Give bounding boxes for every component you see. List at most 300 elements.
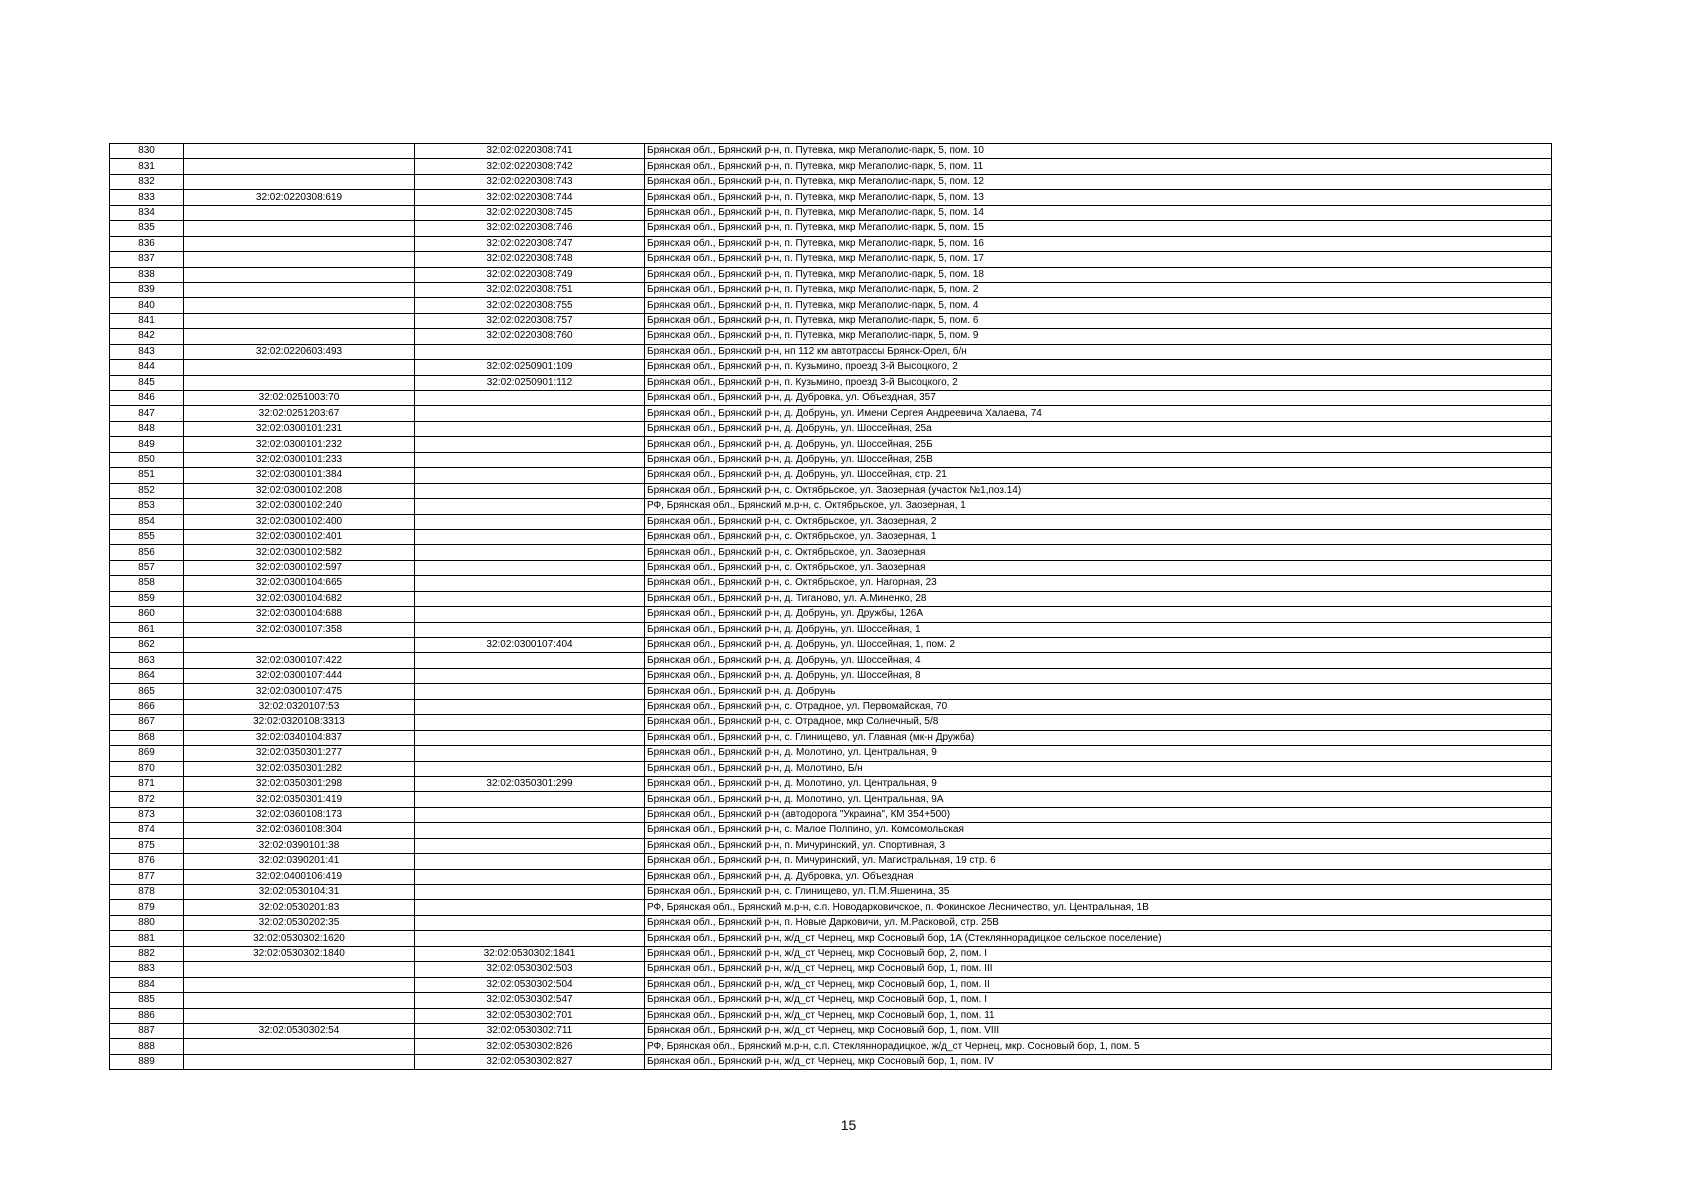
address-cell: Брянская обл., Брянский р-н, с. Октябрьское, ул. Заозерная, 1	[645, 529, 1552, 544]
object-cadastral-cell	[415, 931, 645, 946]
row-number-cell: 837	[110, 252, 184, 267]
object-cadastral-cell: 32:02:0220308:747	[415, 236, 645, 251]
row-number-cell: 848	[110, 421, 184, 436]
table-row	[110, 298, 1552, 313]
object-cadastral-cell	[415, 591, 645, 606]
table-row	[110, 684, 1552, 699]
row-number-cell: 857	[110, 560, 184, 575]
row-number-cell: 888	[110, 1039, 184, 1054]
address-cell: Брянская обл., Брянский р-н, п. Путевка, мкр Мегаполис-парк, 5, пом. 17	[645, 252, 1552, 267]
object-cadastral-cell: 32:02:0220308:741	[415, 144, 645, 159]
row-number-cell: 863	[110, 653, 184, 668]
table-row	[110, 776, 1552, 791]
table-row	[110, 854, 1552, 869]
object-cadastral-cell	[415, 838, 645, 853]
table-row	[110, 499, 1552, 514]
object-cadastral-cell: 32:02:0530302:827	[415, 1054, 645, 1069]
row-number-cell: 855	[110, 529, 184, 544]
table-row	[110, 1008, 1552, 1023]
row-number-cell: 868	[110, 730, 184, 745]
object-cadastral-cell	[415, 854, 645, 869]
table-row	[110, 668, 1552, 683]
row-number-cell: 851	[110, 468, 184, 483]
table-row	[110, 1039, 1552, 1054]
address-cell: РФ, Брянская обл., Брянский м.р-н, с.п. Новодарковичское, п. Фокинское Лесничество, ул. Центральная, 1В	[645, 900, 1552, 915]
row-number-cell: 865	[110, 684, 184, 699]
parcel-cadastral-cell: 32:02:0251203:67	[184, 406, 415, 421]
object-cadastral-cell	[415, 560, 645, 575]
parcel-cadastral-cell: 32:02:0320107:53	[184, 699, 415, 714]
object-cadastral-cell: 32:02:0220308:751	[415, 282, 645, 297]
table-row	[110, 699, 1552, 714]
table-row	[110, 823, 1552, 838]
parcel-cadastral-cell	[184, 159, 415, 174]
row-number-cell: 867	[110, 715, 184, 730]
table-row	[110, 946, 1552, 961]
object-cadastral-cell	[415, 792, 645, 807]
object-cadastral-cell: 32:02:0250901:112	[415, 375, 645, 390]
table-row	[110, 252, 1552, 267]
object-cadastral-cell: 32:02:0530302:701	[415, 1008, 645, 1023]
table-row	[110, 838, 1552, 853]
address-cell: Брянская обл., Брянский р-н, д. Добрунь	[645, 684, 1552, 699]
row-number-cell: 845	[110, 375, 184, 390]
table-row	[110, 406, 1552, 421]
address-cell: Брянская обл., Брянский р-н, д. Добрунь, ул. Шоссейная, 25В	[645, 452, 1552, 467]
parcel-cadastral-cell: 32:02:0530104:31	[184, 885, 415, 900]
address-cell: Брянская обл., Брянский р-н, ж/д_ст Чернец, мкр Сосновый бор, 1А (Стекляннорадицкое сельское поселение)	[645, 931, 1552, 946]
object-cadastral-cell	[415, 869, 645, 884]
parcel-cadastral-cell: 32:02:0530302:54	[184, 1023, 415, 1038]
address-cell: Брянская обл., Брянский р-н, д. Молотино, ул. Центральная, 9	[645, 776, 1552, 791]
table-row	[110, 313, 1552, 328]
table-row	[110, 468, 1552, 483]
table-row	[110, 360, 1552, 375]
object-cadastral-cell	[415, 529, 645, 544]
address-cell: Брянская обл., Брянский р-н, д. Добрунь, ул. Дружбы, 126А	[645, 607, 1552, 622]
address-cell: Брянская обл., Брянский р-н, п. Путевка, мкр Мегаполис-парк, 5, пом. 4	[645, 298, 1552, 313]
address-cell: Брянская обл., Брянский р-н, ж/д_ст Чернец, мкр Сосновый бор, 1, пом. VIII	[645, 1023, 1552, 1038]
object-cadastral-cell: 32:02:0530302:1841	[415, 946, 645, 961]
table-row	[110, 221, 1552, 236]
address-cell: Брянская обл., Брянский р-н, д. Добрунь, ул. Имени Сергея Андреевича Халаева, 74	[645, 406, 1552, 421]
row-number-cell: 872	[110, 792, 184, 807]
address-cell: Брянская обл., Брянский р-н, п. Путевка, мкр Мегаполис-парк, 5, пом. 9	[645, 329, 1552, 344]
row-number-cell: 846	[110, 391, 184, 406]
row-number-cell: 862	[110, 638, 184, 653]
parcel-cadastral-cell: 32:02:0300101:232	[184, 437, 415, 452]
address-cell: Брянская обл., Брянский р-н, д. Добрунь, ул. Шоссейная, 25Б	[645, 437, 1552, 452]
parcel-cadastral-cell: 32:02:0300102:400	[184, 514, 415, 529]
table-row	[110, 1054, 1552, 1069]
row-number-cell: 864	[110, 668, 184, 683]
row-number-cell: 871	[110, 776, 184, 791]
object-cadastral-cell: 32:02:0530302:547	[415, 993, 645, 1008]
parcel-cadastral-cell: 32:02:0300102:401	[184, 529, 415, 544]
row-number-cell: 883	[110, 962, 184, 977]
parcel-cadastral-cell	[184, 174, 415, 189]
object-cadastral-cell	[415, 885, 645, 900]
address-cell: Брянская обл., Брянский р-н, п. Путевка, мкр Мегаполис-парк, 5, пом. 13	[645, 190, 1552, 205]
table-row	[110, 452, 1552, 467]
table-row	[110, 807, 1552, 822]
row-number-cell: 859	[110, 591, 184, 606]
parcel-cadastral-cell	[184, 993, 415, 1008]
table-row	[110, 715, 1552, 730]
row-number-cell: 875	[110, 838, 184, 853]
row-number-cell: 832	[110, 174, 184, 189]
parcel-cadastral-cell: 32:02:0340104:837	[184, 730, 415, 745]
object-cadastral-cell: 32:02:0250901:109	[415, 360, 645, 375]
table-row	[110, 885, 1552, 900]
table-row	[110, 560, 1552, 575]
parcel-cadastral-cell: 32:02:0400106:419	[184, 869, 415, 884]
address-cell: Брянская обл., Брянский р-н, п. Мичуринский, ул. Спортивная, 3	[645, 838, 1552, 853]
row-number-cell: 844	[110, 360, 184, 375]
row-number-cell: 880	[110, 915, 184, 930]
parcel-cadastral-cell: 32:02:0220308:619	[184, 190, 415, 205]
row-number-cell: 858	[110, 576, 184, 591]
parcel-cadastral-cell: 32:02:0300107:358	[184, 622, 415, 637]
row-number-cell: 842	[110, 329, 184, 344]
page-number: 15	[840, 1117, 857, 1133]
row-number-cell: 866	[110, 699, 184, 714]
address-cell: Брянская обл., Брянский р-н, д. Добрунь, ул. Шоссейная, 1, пом. 2	[645, 638, 1552, 653]
row-number-cell: 861	[110, 622, 184, 637]
table-row	[110, 792, 1552, 807]
object-cadastral-cell	[415, 668, 645, 683]
parcel-cadastral-cell: 32:02:0251003:70	[184, 391, 415, 406]
table-row	[110, 962, 1552, 977]
table-row	[110, 931, 1552, 946]
row-number-cell: 830	[110, 144, 184, 159]
row-number-cell: 887	[110, 1023, 184, 1038]
parcel-cadastral-cell	[184, 962, 415, 977]
object-cadastral-cell: 32:02:0530302:826	[415, 1039, 645, 1054]
object-cadastral-cell	[415, 545, 645, 560]
object-cadastral-cell	[415, 499, 645, 514]
parcel-cadastral-cell	[184, 221, 415, 236]
table-row	[110, 653, 1552, 668]
object-cadastral-cell: 32:02:0530302:504	[415, 977, 645, 992]
table-row	[110, 900, 1552, 915]
parcel-cadastral-cell: 32:02:0390201:41	[184, 854, 415, 869]
object-cadastral-cell: 32:02:0220308:757	[415, 313, 645, 328]
object-cadastral-cell: 32:02:0530302:503	[415, 962, 645, 977]
parcel-cadastral-cell: 32:02:0300101:233	[184, 452, 415, 467]
parcel-cadastral-cell: 32:02:0530202:35	[184, 915, 415, 930]
row-number-cell: 877	[110, 869, 184, 884]
table-row	[110, 993, 1552, 1008]
object-cadastral-cell	[415, 699, 645, 714]
parcel-cadastral-cell	[184, 1008, 415, 1023]
address-cell: Брянская обл., Брянский р-н, д. Добрунь, ул. Шоссейная, 1	[645, 622, 1552, 637]
parcel-cadastral-cell	[184, 329, 415, 344]
object-cadastral-cell: 32:02:0300107:404	[415, 638, 645, 653]
parcel-cadastral-cell	[184, 252, 415, 267]
object-cadastral-cell	[415, 715, 645, 730]
object-cadastral-cell	[415, 514, 645, 529]
table-row	[110, 529, 1552, 544]
row-number-cell: 836	[110, 236, 184, 251]
parcel-cadastral-cell: 32:02:0350301:282	[184, 761, 415, 776]
address-cell: Брянская обл., Брянский р-н, с. Глинищево, ул. Главная (мк-н Дружба)	[645, 730, 1552, 745]
table-row	[110, 622, 1552, 637]
address-cell: Брянская обл., Брянский р-н, ж/д_ст Чернец, мкр Сосновый бор, 2, пом. I	[645, 946, 1552, 961]
parcel-cadastral-cell: 32:02:0300107:444	[184, 668, 415, 683]
address-cell: Брянская обл., Брянский р-н, д. Дубровка, ул. Объездная, 357	[645, 391, 1552, 406]
parcel-cadastral-cell: 32:02:0300104:682	[184, 591, 415, 606]
row-number-cell: 869	[110, 746, 184, 761]
object-cadastral-cell: 32:02:0220308:748	[415, 252, 645, 267]
address-cell: Брянская обл., Брянский р-н, п. Кузьмино, проезд 3-й Высоцкого, 2	[645, 360, 1552, 375]
parcel-cadastral-cell: 32:02:0300102:597	[184, 560, 415, 575]
row-number-cell: 889	[110, 1054, 184, 1069]
table-row	[110, 591, 1552, 606]
table-row	[110, 1023, 1552, 1038]
address-cell: Брянская обл., Брянский р-н, с. Отрадное, ул. Первомайская, 70	[645, 699, 1552, 714]
parcel-cadastral-cell	[184, 1054, 415, 1069]
row-number-cell: 876	[110, 854, 184, 869]
table-row	[110, 344, 1552, 359]
object-cadastral-cell	[415, 746, 645, 761]
row-number-cell: 884	[110, 977, 184, 992]
parcel-cadastral-cell: 32:02:0300107:422	[184, 653, 415, 668]
address-cell: Брянская обл., Брянский р-н, п. Путевка, мкр Мегаполис-парк, 5, пом. 2	[645, 282, 1552, 297]
table-row	[110, 174, 1552, 189]
parcel-cadastral-cell: 32:02:0360108:173	[184, 807, 415, 822]
object-cadastral-cell	[415, 452, 645, 467]
parcel-cadastral-cell	[184, 638, 415, 653]
row-number-cell: 881	[110, 931, 184, 946]
row-number-cell: 879	[110, 900, 184, 915]
row-number-cell: 840	[110, 298, 184, 313]
address-cell: Брянская обл., Брянский р-н, с. Октябрьское, ул. Заозерная (участок №1,поз.14)	[645, 483, 1552, 498]
address-cell: Брянская обл., Брянский р-н, д. Молотино, ул. Центральная, 9	[645, 746, 1552, 761]
object-cadastral-cell	[415, 807, 645, 822]
object-cadastral-cell	[415, 344, 645, 359]
address-cell: Брянская обл., Брянский р-н, с. Октябрьское, ул. Заозерная, 2	[645, 514, 1552, 529]
parcel-cadastral-cell: 32:02:0300107:475	[184, 684, 415, 699]
address-cell: Брянская обл., Брянский р-н, д. Добрунь, ул. Шоссейная, 25а	[645, 421, 1552, 436]
object-cadastral-cell	[415, 391, 645, 406]
parcel-cadastral-cell: 32:02:0350301:419	[184, 792, 415, 807]
object-cadastral-cell	[415, 421, 645, 436]
object-cadastral-cell: 32:02:0220308:742	[415, 159, 645, 174]
address-cell: Брянская обл., Брянский р-н, д. Добрунь, ул. Шоссейная, стр. 21	[645, 468, 1552, 483]
address-cell: Брянская обл., Брянский р-н, с. Октябрьское, ул. Заозерная	[645, 545, 1552, 560]
table-row	[110, 391, 1552, 406]
parcel-cadastral-cell: 32:02:0390101:38	[184, 838, 415, 853]
address-cell: Брянская обл., Брянский р-н, д. Молотино, ул. Центральная, 9А	[645, 792, 1552, 807]
row-number-cell: 833	[110, 190, 184, 205]
row-number-cell: 870	[110, 761, 184, 776]
table-row	[110, 607, 1552, 622]
table-row	[110, 190, 1552, 205]
object-cadastral-cell	[415, 823, 645, 838]
address-cell: Брянская обл., Брянский р-н, п. Путевка, мкр Мегаполис-парк, 5, пом. 10	[645, 144, 1552, 159]
parcel-cadastral-cell: 32:02:0320108:3313	[184, 715, 415, 730]
address-cell: Брянская обл., Брянский р-н, п. Новые Дарковичи, ул. М.Расковой, стр. 25В	[645, 915, 1552, 930]
address-cell: Брянская обл., Брянский р-н, ж/д_ст Чернец, мкр Сосновый бор, 1, пом. III	[645, 962, 1552, 977]
address-cell: Брянская обл., Брянский р-н, п. Путевка, мкр Мегаполис-парк, 5, пом. 11	[645, 159, 1552, 174]
table-row	[110, 483, 1552, 498]
address-cell: Брянская обл., Брянский р-н, п. Путевка, мкр Мегаполис-парк, 5, пом. 15	[645, 221, 1552, 236]
address-cell: Брянская обл., Брянский р-н, д. Добрунь, ул. Шоссейная, 4	[645, 653, 1552, 668]
table-row	[110, 236, 1552, 251]
address-cell: РФ, Брянская обл., Брянский м.р-н, с. Октябрьское, ул. Заозерная, 1	[645, 499, 1552, 514]
parcel-cadastral-cell: 32:02:0300104:665	[184, 576, 415, 591]
object-cadastral-cell: 32:02:0530302:711	[415, 1023, 645, 1038]
object-cadastral-cell: 32:02:0220308:746	[415, 221, 645, 236]
table-row	[110, 267, 1552, 282]
row-number-cell: 835	[110, 221, 184, 236]
row-number-cell: 841	[110, 313, 184, 328]
address-cell: Брянская обл., Брянский р-н, с. Октябрьское, ул. Нагорная, 23	[645, 576, 1552, 591]
table-row	[110, 761, 1552, 776]
table-row	[110, 638, 1552, 653]
row-number-cell: 852	[110, 483, 184, 498]
table-row	[110, 730, 1552, 745]
registry-table	[109, 143, 1552, 1070]
object-cadastral-cell	[415, 483, 645, 498]
parcel-cadastral-cell	[184, 313, 415, 328]
object-cadastral-cell	[415, 468, 645, 483]
address-cell: Брянская обл., Брянский р-н, п. Путевка, мкр Мегаполис-парк, 5, пом. 18	[645, 267, 1552, 282]
parcel-cadastral-cell: 32:02:0530201:83	[184, 900, 415, 915]
parcel-cadastral-cell: 32:02:0360108:304	[184, 823, 415, 838]
address-cell: Брянская обл., Брянский р-н, п. Путевка, мкр Мегаполис-парк, 5, пом. 14	[645, 205, 1552, 220]
object-cadastral-cell: 32:02:0220308:749	[415, 267, 645, 282]
object-cadastral-cell	[415, 607, 645, 622]
row-number-cell: 856	[110, 545, 184, 560]
object-cadastral-cell: 32:02:0220308:744	[415, 190, 645, 205]
row-number-cell: 885	[110, 993, 184, 1008]
row-number-cell: 878	[110, 885, 184, 900]
table-row	[110, 746, 1552, 761]
object-cadastral-cell: 32:02:0220308:745	[415, 205, 645, 220]
table-row	[110, 205, 1552, 220]
object-cadastral-cell	[415, 576, 645, 591]
row-number-cell: 873	[110, 807, 184, 822]
registry-table-body	[110, 144, 1552, 1070]
parcel-cadastral-cell: 32:02:0220603:493	[184, 344, 415, 359]
parcel-cadastral-cell: 32:02:0300104:688	[184, 607, 415, 622]
address-cell: Брянская обл., Брянский р-н, п. Мичуринский, ул. Магистральная, 19 стр. 6	[645, 854, 1552, 869]
address-cell: Брянская обл., Брянский р-н, п. Путевка, мкр Мегаполис-парк, 5, пом. 6	[645, 313, 1552, 328]
row-number-cell: 849	[110, 437, 184, 452]
address-cell: Брянская обл., Брянский р-н, д. Добрунь, ул. Шоссейная, 8	[645, 668, 1552, 683]
address-cell: Брянская обл., Брянский р-н, с. Октябрьское, ул. Заозерная	[645, 560, 1552, 575]
object-cadastral-cell	[415, 761, 645, 776]
parcel-cadastral-cell	[184, 298, 415, 313]
table-row	[110, 282, 1552, 297]
table-row	[110, 144, 1552, 159]
table-row	[110, 514, 1552, 529]
table-row	[110, 437, 1552, 452]
row-number-cell: 839	[110, 282, 184, 297]
row-number-cell: 850	[110, 452, 184, 467]
row-number-cell: 847	[110, 406, 184, 421]
row-number-cell: 874	[110, 823, 184, 838]
address-cell: Брянская обл., Брянский р-н, п. Кузьмино, проезд 3-й Высоцкого, 2	[645, 375, 1552, 390]
address-cell: Брянская обл., Брянский р-н, ж/д_ст Чернец, мкр Сосновый бор, 1, пом. II	[645, 977, 1552, 992]
object-cadastral-cell	[415, 730, 645, 745]
parcel-cadastral-cell	[184, 375, 415, 390]
address-cell: Брянская обл., Брянский р-н, д. Молотино, Б/н	[645, 761, 1552, 776]
table-row	[110, 545, 1552, 560]
object-cadastral-cell: 32:02:0350301:299	[415, 776, 645, 791]
parcel-cadastral-cell	[184, 144, 415, 159]
row-number-cell: 853	[110, 499, 184, 514]
table-row	[110, 915, 1552, 930]
table-row	[110, 329, 1552, 344]
address-cell: Брянская обл., Брянский р-н, п. Путевка, мкр Мегаполис-парк, 5, пом. 12	[645, 174, 1552, 189]
object-cadastral-cell: 32:02:0220308:755	[415, 298, 645, 313]
object-cadastral-cell	[415, 653, 645, 668]
object-cadastral-cell	[415, 437, 645, 452]
row-number-cell: 843	[110, 344, 184, 359]
parcel-cadastral-cell: 32:02:0300102:208	[184, 483, 415, 498]
parcel-cadastral-cell	[184, 282, 415, 297]
address-cell: Брянская обл., Брянский р-н, нп 112 км автотрассы Брянск-Орел, б/н	[645, 344, 1552, 359]
table-row	[110, 869, 1552, 884]
row-number-cell: 886	[110, 1008, 184, 1023]
row-number-cell: 860	[110, 607, 184, 622]
address-cell: Брянская обл., Брянский р-н, с. Глинищево, ул. П.М.Яшенина, 35	[645, 885, 1552, 900]
table-row	[110, 375, 1552, 390]
address-cell: Брянская обл., Брянский р-н, д. Тиганово, ул. А.Миненко, 28	[645, 591, 1552, 606]
parcel-cadastral-cell	[184, 267, 415, 282]
parcel-cadastral-cell: 32:02:0350301:298	[184, 776, 415, 791]
address-cell: Брянская обл., Брянский р-н, с. Малое Полпино, ул. Комсомольская	[645, 823, 1552, 838]
parcel-cadastral-cell: 32:02:0300102:240	[184, 499, 415, 514]
address-cell: Брянская обл., Брянский р-н (автодорога "Украина", КМ 354+500)	[645, 807, 1552, 822]
address-cell: Брянская обл., Брянский р-н, с. Отрадное, мкр Солнечный, 5/8	[645, 715, 1552, 730]
parcel-cadastral-cell: 32:02:0300101:384	[184, 468, 415, 483]
parcel-cadastral-cell	[184, 205, 415, 220]
object-cadastral-cell: 32:02:0220308:743	[415, 174, 645, 189]
object-cadastral-cell	[415, 622, 645, 637]
address-cell: Брянская обл., Брянский р-н, ж/д_ст Чернец, мкр Сосновый бор, 1, пом. I	[645, 993, 1552, 1008]
object-cadastral-cell	[415, 915, 645, 930]
address-cell: Брянская обл., Брянский р-н, д. Дубровка, ул. Объездная	[645, 869, 1552, 884]
parcel-cadastral-cell: 32:02:0300102:582	[184, 545, 415, 560]
address-cell: Брянская обл., Брянский р-н, ж/д_ст Чернец, мкр Сосновый бор, 1, пом. IV	[645, 1054, 1552, 1069]
table-row	[110, 977, 1552, 992]
object-cadastral-cell	[415, 406, 645, 421]
row-number-cell: 838	[110, 267, 184, 282]
table-row	[110, 421, 1552, 436]
address-cell: РФ, Брянская обл., Брянский м.р-н, с.п. Стекляннорадицкое, ж/д_ст Чернец, мкр. Сосновый бор, 1, пом. 5	[645, 1039, 1552, 1054]
parcel-cadastral-cell: 32:02:0530302:1620	[184, 931, 415, 946]
object-cadastral-cell	[415, 684, 645, 699]
table-row	[110, 159, 1552, 174]
parcel-cadastral-cell: 32:02:0530302:1840	[184, 946, 415, 961]
parcel-cadastral-cell	[184, 360, 415, 375]
address-cell: Брянская обл., Брянский р-н, п. Путевка, мкр Мегаполис-парк, 5, пом. 16	[645, 236, 1552, 251]
parcel-cadastral-cell	[184, 1039, 415, 1054]
address-cell: Брянская обл., Брянский р-н, ж/д_ст Чернец, мкр Сосновый бор, 1, пом. 11	[645, 1008, 1552, 1023]
parcel-cadastral-cell: 32:02:0300101:231	[184, 421, 415, 436]
object-cadastral-cell	[415, 900, 645, 915]
row-number-cell: 882	[110, 946, 184, 961]
parcel-cadastral-cell	[184, 236, 415, 251]
row-number-cell: 854	[110, 514, 184, 529]
parcel-cadastral-cell	[184, 977, 415, 992]
object-cadastral-cell: 32:02:0220308:760	[415, 329, 645, 344]
row-number-cell: 834	[110, 205, 184, 220]
